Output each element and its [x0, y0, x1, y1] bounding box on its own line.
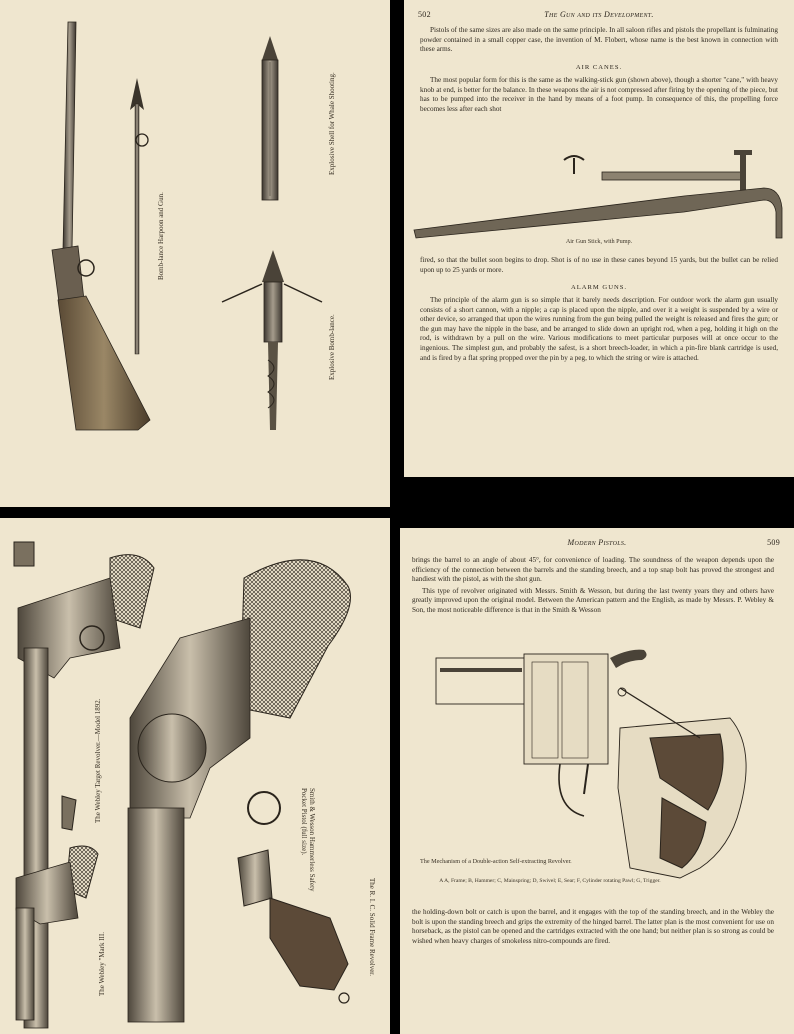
text-page-509 — [400, 528, 794, 1034]
section-heading-air-canes: AIR CANES. — [575, 64, 623, 71]
caption-ric-revolver: The R. I. C. Solid Frame Revolver. — [368, 878, 376, 976]
paragraph: brings the barrel to an angle of about 45°, for convenience of loading. The soundness of the weapon depends upon the efficiency of the connection between the barrels and the standing breech, and a top snap bolt has proved the strongest and handiest with the pistol, as with the shot gun. This type of revolver originated with Messrs. Smith & Wesson, but during the last twenty years they and others have greatly improved upon the original model. Between the American pattern and the English, as made by Messrs. P. Webley & Son, the most noticeable difference is that in the Smith & Wesson — [412, 556, 774, 614]
caption-bomb-lance: Explosive Bomb-lance. — [328, 314, 336, 380]
section-heading-alarm-guns: ALARM GUNS. — [570, 284, 628, 291]
text-page-502 — [404, 0, 794, 477]
figure-caption: Air Gun Stick, with Pump. — [565, 238, 633, 245]
caption-harpoon-gun: Bomb-lance Harpoon and Gun. — [157, 192, 165, 280]
paragraph: the holding-down bolt or catch is upon the barrel, and it engages with the top of the standing breech, and in the Webley the bolt is upon the standing breech and grips the extremity of the hinged barrel. The latter plan is the most convenient for use on horseback, as the pistol can be opened and the cartridges extracted with the one hand; but neither plan is so strong as could be wished when heavy charges of smokeless nitro-compounds are fired. — [412, 908, 774, 945]
figure-caption: The Mechanism of a Double-action Self-extracting Revolver. — [420, 858, 572, 865]
page-number: 502 — [418, 10, 431, 19]
caption-whale-shell: Explosive Shell for Whale Shooting. — [328, 72, 336, 175]
paragraph: The principle of the alarm gun is so simple that it barely needs description. For outdoor work the alarm gun usually consists of a short cannon, with a nipple; a cap is placed upon the nipple, and over it a weight is suspended by a wire or other device, so arranged that upon the wires running from the gun being pulled the weight is released and fires the gun; or the gun may have the nipple in the base, and be arranged to slide down an upright rod, when a peg, holding it high on the rod, is withdrawn by a pull on the wire. Various modifications to meet particular purposes will at once occur to the ingenious. The simplest gun, and probably the safest, is a short breech-loader, in which a pin-fire blank cartridge is used, and is fired by a flat spring propped over the pin by a peg, to which the string or wire is attached. — [420, 296, 778, 362]
caption-webley-mark-3: The Webley "Mark III. — [98, 932, 106, 996]
running-title: Modern Pistols. — [567, 538, 627, 547]
paragraph: fired, so that the bullet soon begins to drop. Shot is of no use in these canes beyond 15 yards, but the bullet can be relied upon up to 25 yards or more. — [420, 256, 778, 274]
revolvers-illustration — [0, 518, 390, 1034]
running-title: The Gun and its Development. — [544, 10, 654, 19]
figure-legend: A A, Frame; B, Hammer; C, Mainspring; D, Swivel; E, Sear; F, Cylinder rotating Pawl; G, Trigger. — [439, 878, 661, 884]
revolver-mechanism-illustration — [400, 528, 794, 1034]
plate-page-revolvers — [0, 518, 390, 1034]
paragraph: The most popular form for this is the same as the walking-stick gun (shown above), though a shorter "cane," with heavy knob at end, is better for the balance. In these weapons the air is not compressed after firing by the opening of the piece, but has to be pumped into the receiver in the hand by means of a foot pump. In consequence of this, the propelling force becomes less after each shot — [420, 76, 778, 113]
caption-target-revolver: The Webley Target Revolver.—Model 1892. — [94, 698, 102, 823]
plate-page-harpoon-gun — [0, 0, 390, 507]
paragraph: Pistols of the same sizes are also made on the same principle. In all saloon rifles and pistols the propellant is fulminating powder contained in a small copper case, the invention of M. Flobert, whose name is the best known in connection with these arms. — [420, 26, 778, 54]
page-number: 509 — [767, 538, 780, 547]
caption-hammerless-pistol: Smith & Wesson Hammerless Safety Pocket Pistol (full size). — [300, 788, 316, 892]
